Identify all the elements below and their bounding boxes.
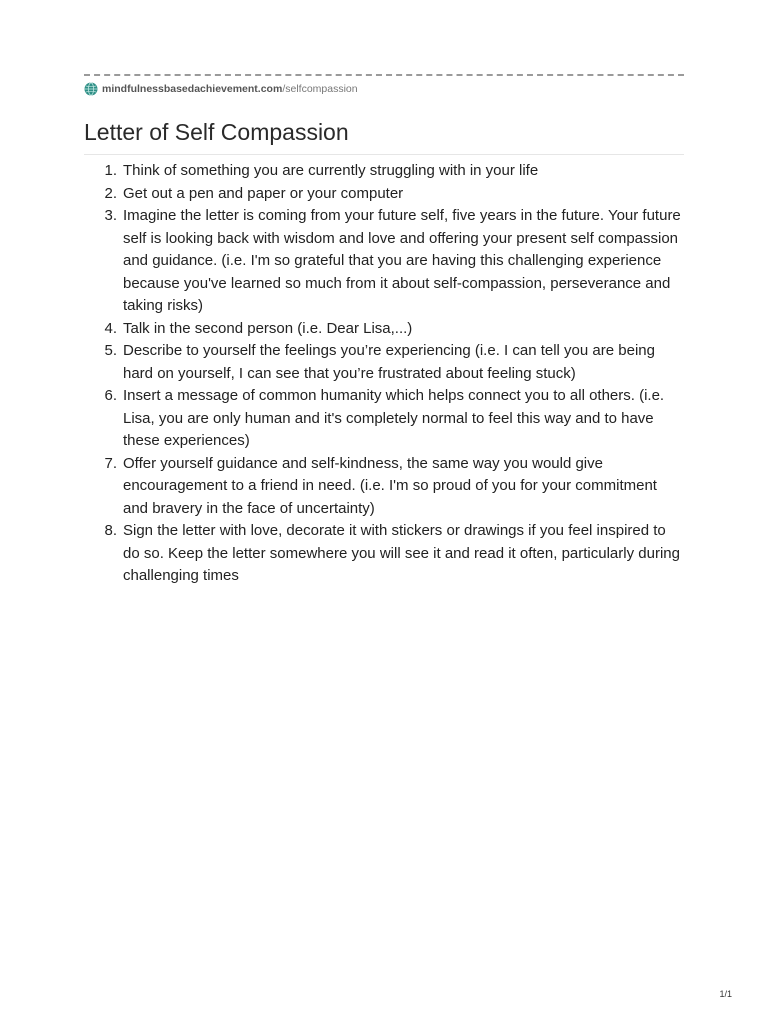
page-title: Letter of Self Compassion [84,119,349,145]
list-item-text: Talk in the second person (i.e. Dear Lisa,...) [123,319,413,337]
title-divider [84,154,684,155]
steps-list [84,160,684,588]
list-item-text: Get out a pen and paper or your computer [123,184,404,202]
list-item [84,205,684,318]
list-item-number: 3. [104,207,117,224]
list-item-number: 6. [104,387,117,404]
list-item-text: Describe to yourself the feelings you’re experiencing (i.e. I can tell you are being hard on yourself, I can see that you’re frustrated about feeling stuck) [123,342,655,382]
list-item-number: 7. [104,454,117,472]
header-dashed-divider [84,74,684,76]
list-item-number: 8. [104,522,117,539]
list-item-text: Offer yourself guidance and self-kindness, the same way you would give encouragement to a friend in need. (i.e. I'm so proud of you for your commitment and bravery in the face of uncertainty) [123,454,657,517]
list-item-number: 2. [104,184,117,202]
list-item-number: 1. [104,162,117,179]
list-item-number: 5. [104,342,117,359]
list-item [84,183,684,206]
globe-icon [84,82,98,96]
page-number: 1/1 [719,989,732,999]
list-item [84,520,684,588]
list-item-number: 4. [104,319,117,337]
list-item [84,453,684,521]
source-path: /selfcompassion [282,83,358,95]
source-url[interactable] [84,81,358,97]
list-item [84,385,684,453]
list-item-text: Imagine the letter is coming from your future self, five years in the future. Your future self is looking back with wisdom and love and offering your present self compassion and guidance. (i.e. I'm so grateful that you are having this challenging experience because you've learned so much from it about self-compassion, perseverance and taking risks) [123,207,681,314]
list-item-text: Sign the letter with love, decorate it with stickers or drawings if you feel inspired to do so. Keep the letter somewhere you will see it and read it often, particularly during challenging times [123,522,680,584]
list-item [84,160,684,183]
list-item [84,340,684,385]
source-domain: mindfulnessbasedachievement.com [102,83,283,95]
list-item [84,318,684,341]
list-item-text: Insert a message of common humanity which helps connect you to all others. (i.e. Lisa, you are only human and it's completely normal to feel this way and to have these experiences) [123,387,665,449]
list-item-text: Think of something you are currently struggling with in your life [123,162,539,179]
